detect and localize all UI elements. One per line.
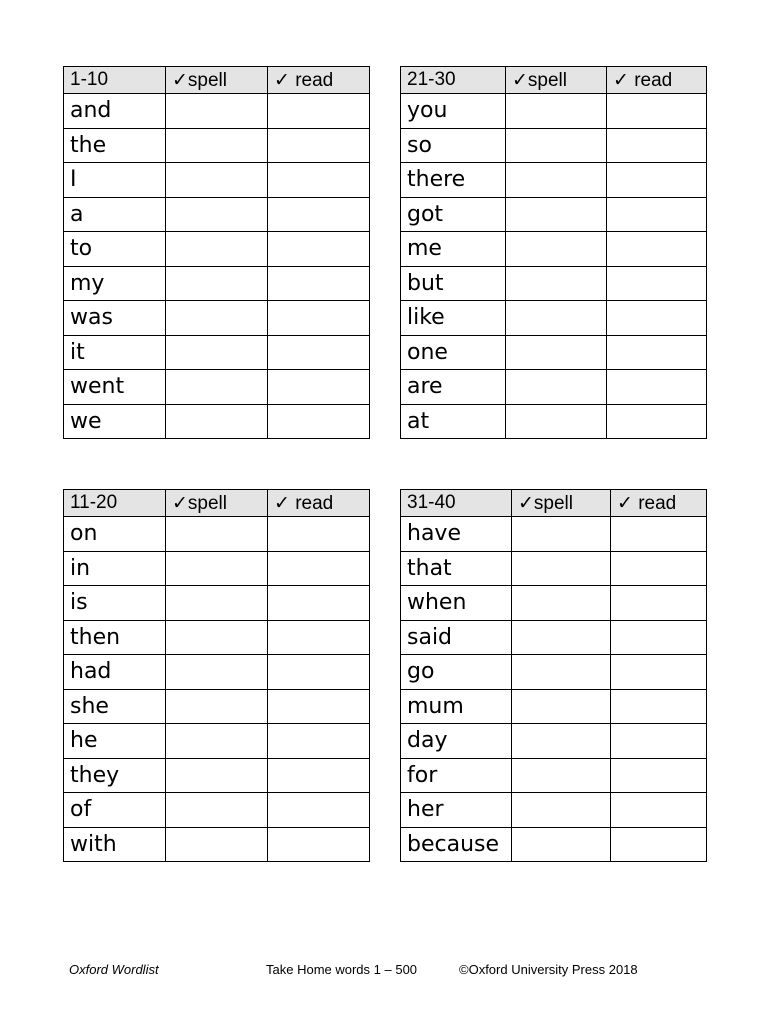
table-row <box>401 689 707 724</box>
spell-check-cell[interactable] <box>166 335 268 370</box>
range-header: 31-40 <box>401 490 512 517</box>
read-check-cell[interactable] <box>268 586 370 621</box>
table-row <box>401 724 707 759</box>
read-check-cell[interactable] <box>268 793 370 828</box>
spell-check-cell[interactable] <box>512 517 611 552</box>
table-row <box>401 335 707 370</box>
table-header-row <box>401 490 707 517</box>
word-cell: was <box>64 301 166 336</box>
table-row <box>401 94 707 129</box>
table-row <box>64 793 370 828</box>
table-row <box>64 335 370 370</box>
read-check-cell[interactable] <box>268 94 370 129</box>
word-cell: on <box>64 517 166 552</box>
word-cell: me <box>401 232 506 267</box>
read-check-cell[interactable] <box>607 266 707 301</box>
table-row <box>401 163 707 198</box>
read-check-cell[interactable] <box>268 620 370 655</box>
read-check-cell[interactable] <box>268 758 370 793</box>
table-row <box>401 793 707 828</box>
read-check-cell[interactable] <box>611 724 707 759</box>
read-header: ✓ read <box>607 67 707 94</box>
word-cell: the <box>64 128 166 163</box>
table-row <box>64 620 370 655</box>
word-cell: her <box>401 793 512 828</box>
spell-check-cell[interactable] <box>166 94 268 129</box>
table-row <box>401 517 707 552</box>
spell-check-cell[interactable] <box>166 232 268 267</box>
word-cell: went <box>64 370 166 405</box>
table-row <box>401 758 707 793</box>
range-header: 21-30 <box>401 67 506 94</box>
range-header: 11-20 <box>64 490 166 517</box>
word-cell: because <box>401 827 512 862</box>
spell-check-cell[interactable] <box>166 517 268 552</box>
footer-publication-name: Oxford Wordlist <box>69 962 159 977</box>
word-cell: but <box>401 266 506 301</box>
read-check-cell[interactable] <box>607 128 707 163</box>
spell-header: ✓spell <box>512 490 611 517</box>
spell-check-cell[interactable] <box>166 689 268 724</box>
word-cell: of <box>64 793 166 828</box>
spell-check-cell[interactable] <box>506 128 607 163</box>
spell-check-cell[interactable] <box>166 724 268 759</box>
table-row <box>64 163 370 198</box>
wordlist-table-11-20 <box>63 489 370 862</box>
spell-check-cell[interactable] <box>506 335 607 370</box>
table-row <box>401 827 707 862</box>
table-row <box>64 94 370 129</box>
table-row <box>401 232 707 267</box>
word-cell: we <box>64 404 166 439</box>
table-header-row <box>64 490 370 517</box>
table-row <box>401 551 707 586</box>
read-check-cell[interactable] <box>607 94 707 129</box>
read-check-cell[interactable] <box>268 128 370 163</box>
spell-check-cell[interactable] <box>512 620 611 655</box>
read-check-cell[interactable] <box>268 301 370 336</box>
word-cell: that <box>401 551 512 586</box>
spell-check-cell[interactable] <box>166 655 268 690</box>
read-check-cell[interactable] <box>268 197 370 232</box>
read-check-cell[interactable] <box>607 232 707 267</box>
read-check-cell[interactable] <box>611 689 707 724</box>
footer-copyright: ©Oxford University Press 2018 <box>459 962 638 977</box>
spell-check-cell[interactable] <box>512 586 611 621</box>
spell-check-cell[interactable] <box>166 163 268 198</box>
table-header-row <box>401 67 707 94</box>
table-row <box>401 404 707 439</box>
spell-check-cell[interactable] <box>166 620 268 655</box>
read-check-cell[interactable] <box>268 655 370 690</box>
spell-check-cell[interactable] <box>166 551 268 586</box>
table-row <box>64 266 370 301</box>
word-cell: with <box>64 827 166 862</box>
read-check-cell[interactable] <box>607 301 707 336</box>
spell-check-cell[interactable] <box>506 404 607 439</box>
table-row <box>64 689 370 724</box>
table-row <box>64 758 370 793</box>
word-cell: is <box>64 586 166 621</box>
range-header: 1-10 <box>64 67 166 94</box>
spell-header: ✓spell <box>166 67 268 94</box>
spell-check-cell[interactable] <box>166 827 268 862</box>
spell-check-cell[interactable] <box>166 586 268 621</box>
table-row <box>64 551 370 586</box>
word-cell: for <box>401 758 512 793</box>
word-cell: you <box>401 94 506 129</box>
read-check-cell[interactable] <box>607 404 707 439</box>
read-check-cell[interactable] <box>611 793 707 828</box>
wordlist-table-21-30 <box>400 66 707 439</box>
read-header: ✓ read <box>611 490 707 517</box>
table-row <box>401 370 707 405</box>
spell-check-cell[interactable] <box>166 301 268 336</box>
read-check-cell[interactable] <box>268 370 370 405</box>
spell-check-cell[interactable] <box>512 793 611 828</box>
read-check-cell[interactable] <box>268 335 370 370</box>
spell-header: ✓spell <box>166 490 268 517</box>
read-check-cell[interactable] <box>611 758 707 793</box>
word-cell: mum <box>401 689 512 724</box>
table-row <box>64 586 370 621</box>
footer-title: Take Home words 1 – 500 <box>266 962 418 977</box>
read-check-cell[interactable] <box>611 620 707 655</box>
spell-check-cell[interactable] <box>506 197 607 232</box>
word-cell: in <box>64 551 166 586</box>
wordlist-table-31-40 <box>400 489 707 862</box>
read-check-cell[interactable] <box>268 517 370 552</box>
word-cell: I <box>64 163 166 198</box>
table-row <box>401 266 707 301</box>
word-cell: when <box>401 586 512 621</box>
read-check-cell[interactable] <box>611 655 707 690</box>
read-check-cell[interactable] <box>268 404 370 439</box>
spell-check-cell[interactable] <box>512 689 611 724</box>
spell-check-cell[interactable] <box>512 724 611 759</box>
read-header: ✓ read <box>268 67 370 94</box>
table-row <box>401 128 707 163</box>
spell-check-cell[interactable] <box>166 404 268 439</box>
read-check-cell[interactable] <box>268 689 370 724</box>
word-cell: she <box>64 689 166 724</box>
table-row <box>64 827 370 862</box>
table-row <box>64 517 370 552</box>
spell-check-cell[interactable] <box>166 758 268 793</box>
word-cell: then <box>64 620 166 655</box>
word-cell: have <box>401 517 512 552</box>
word-cell: one <box>401 335 506 370</box>
word-cell: there <box>401 163 506 198</box>
table-row <box>64 724 370 759</box>
word-cell: they <box>64 758 166 793</box>
spell-check-cell[interactable] <box>512 551 611 586</box>
spell-check-cell[interactable] <box>166 370 268 405</box>
read-check-cell[interactable] <box>607 197 707 232</box>
spell-header: ✓spell <box>506 67 607 94</box>
spell-check-cell[interactable] <box>512 655 611 690</box>
read-check-cell[interactable] <box>268 232 370 267</box>
read-check-cell[interactable] <box>611 586 707 621</box>
spell-check-cell[interactable] <box>506 94 607 129</box>
wordlist-table-1-10 <box>63 66 370 439</box>
spell-check-cell[interactable] <box>512 827 611 862</box>
spell-check-cell[interactable] <box>166 197 268 232</box>
spell-check-cell[interactable] <box>506 301 607 336</box>
word-cell: said <box>401 620 512 655</box>
table-row <box>401 620 707 655</box>
spell-check-cell[interactable] <box>506 232 607 267</box>
word-cell: and <box>64 94 166 129</box>
read-header: ✓ read <box>268 490 370 517</box>
read-check-cell[interactable] <box>268 551 370 586</box>
word-cell: are <box>401 370 506 405</box>
read-check-cell[interactable] <box>268 266 370 301</box>
word-cell: he <box>64 724 166 759</box>
read-check-cell[interactable] <box>268 724 370 759</box>
spell-check-cell[interactable] <box>506 370 607 405</box>
spell-check-cell[interactable] <box>166 266 268 301</box>
table-row <box>401 655 707 690</box>
table-row <box>401 586 707 621</box>
read-check-cell[interactable] <box>268 163 370 198</box>
word-cell: a <box>64 197 166 232</box>
read-check-cell[interactable] <box>607 370 707 405</box>
word-cell: to <box>64 232 166 267</box>
table-row <box>64 655 370 690</box>
table-row <box>64 197 370 232</box>
read-check-cell[interactable] <box>611 827 707 862</box>
read-check-cell[interactable] <box>268 827 370 862</box>
word-cell: my <box>64 266 166 301</box>
table-row <box>401 301 707 336</box>
table-row <box>64 232 370 267</box>
spell-check-cell[interactable] <box>166 793 268 828</box>
word-cell: day <box>401 724 512 759</box>
read-check-cell[interactable] <box>611 517 707 552</box>
spell-check-cell[interactable] <box>506 163 607 198</box>
spell-check-cell[interactable] <box>506 266 607 301</box>
read-check-cell[interactable] <box>607 335 707 370</box>
table-header-row <box>64 67 370 94</box>
spell-check-cell[interactable] <box>512 758 611 793</box>
read-check-cell[interactable] <box>607 163 707 198</box>
word-cell: at <box>401 404 506 439</box>
word-cell: like <box>401 301 506 336</box>
word-cell: got <box>401 197 506 232</box>
word-cell: so <box>401 128 506 163</box>
table-row <box>64 370 370 405</box>
table-row <box>64 128 370 163</box>
word-cell: go <box>401 655 512 690</box>
word-cell: had <box>64 655 166 690</box>
table-row <box>64 301 370 336</box>
spell-check-cell[interactable] <box>166 128 268 163</box>
table-row <box>64 404 370 439</box>
read-check-cell[interactable] <box>611 551 707 586</box>
table-row <box>401 197 707 232</box>
word-cell: it <box>64 335 166 370</box>
